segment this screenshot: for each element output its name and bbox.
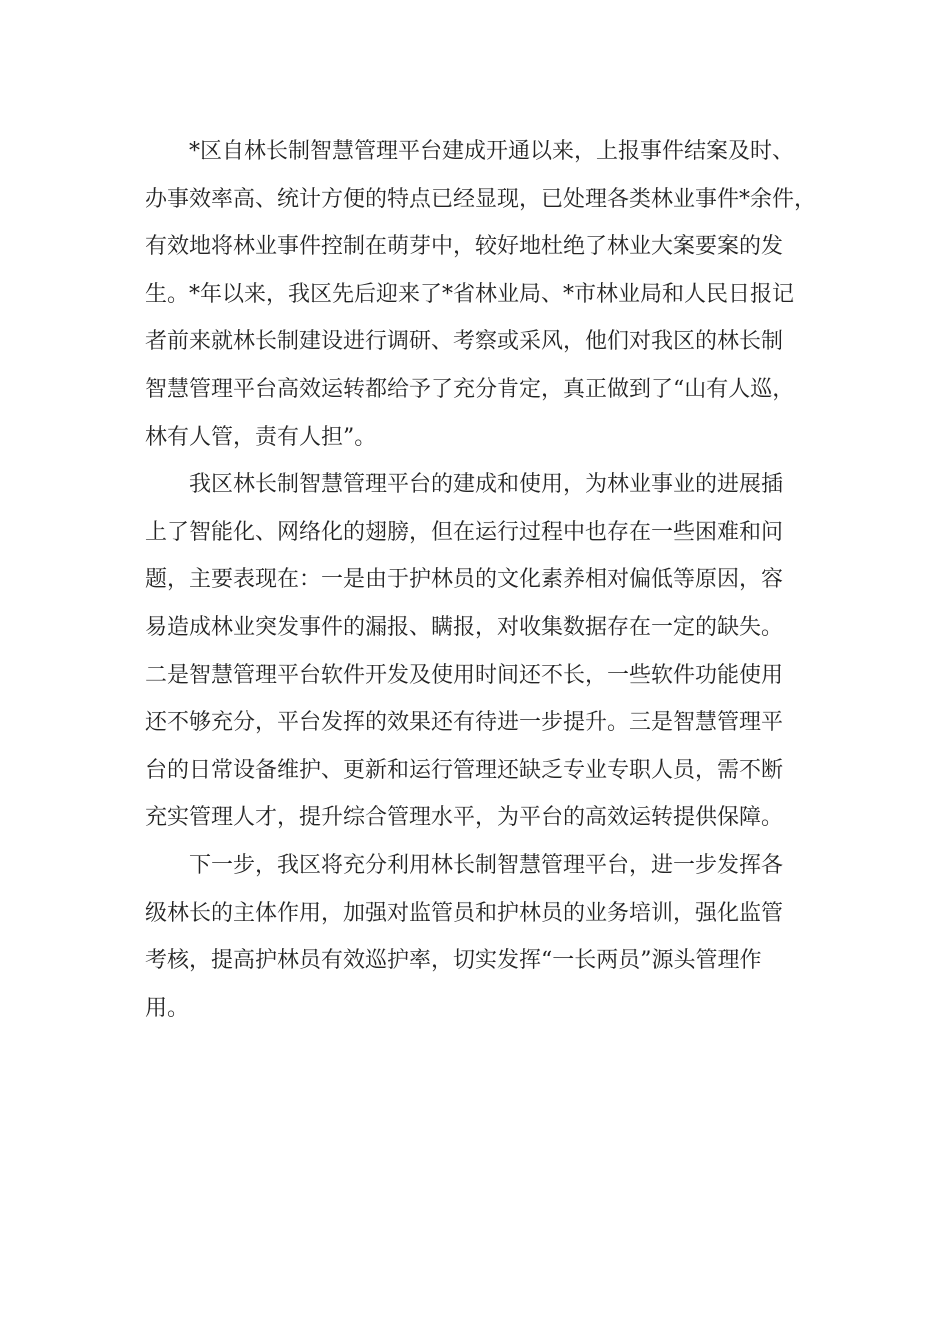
text-line: 上了智能化、网络化的翅膀，但在运行过程中也存在一些困难和问 xyxy=(145,519,784,545)
text-line: 考核，提高护林员有效巡护率，切实发挥“一长两员”源头管理作 xyxy=(145,948,762,974)
text-line: 下一步，我区将充分利用林长制智慧管理平台，进一步发挥各 xyxy=(189,852,784,878)
text-line: 级林长的主体作用，加强对监管员和护林员的业务培训，强化监管 xyxy=(145,900,784,926)
text-line: 生。*年以来，我区先后迎来了*省林业局、*市林业局和人民日报记 xyxy=(145,281,795,307)
text-line: 林有人管，责有人担”。 xyxy=(145,424,377,450)
text-line: *区自林长制智慧管理平台建成开通以来，上报事件结案及时、 xyxy=(189,139,795,164)
paragraph-1 xyxy=(145,128,817,461)
text-line: 者前来就林长制建设进行调研、考察或采风，他们对我区的林长制 xyxy=(145,329,784,355)
text-line: 还不够充分，平台发挥的效果还有待进一步提升。三是智慧管理平 xyxy=(145,710,784,736)
text-line: 二是智慧管理平台软件开发及使用时间还不长，一些软件功能使用 xyxy=(145,662,784,688)
text-line: 易造成林业突发事件的漏报、瞒报，对收集数据存在一定的缺失。 xyxy=(145,614,784,640)
text-line: 智慧管理平台高效运转都给予了充分肯定，真正做到了“山有人巡， xyxy=(145,376,795,402)
text-line: 办事效率高、统计方便的特点已经显现，已处理各类林业事件*余件， xyxy=(145,186,817,212)
text-line: 有效地将林业事件控制在萌芽中，较好地杜绝了林业大案要案的发 xyxy=(145,234,784,260)
paragraph-3 xyxy=(145,842,807,1032)
text-line: 台的日常设备维护、更新和运行管理还缺乏专业专职人员，需不断 xyxy=(145,757,784,783)
paragraph-2 xyxy=(145,461,807,842)
text-line: 充实管理人才，提升综合管理水平，为平台的高效运转提供保障。 xyxy=(145,805,784,831)
text-line: 我区林长制智慧管理平台的建成和使用，为林业事业的进展插 xyxy=(189,472,784,498)
text-line: 用。 xyxy=(145,995,190,1021)
text-line: 题，主要表现在：一是由于护林员的文化素养相对偏低等原因，容 xyxy=(145,567,784,593)
document-body xyxy=(145,128,817,1032)
